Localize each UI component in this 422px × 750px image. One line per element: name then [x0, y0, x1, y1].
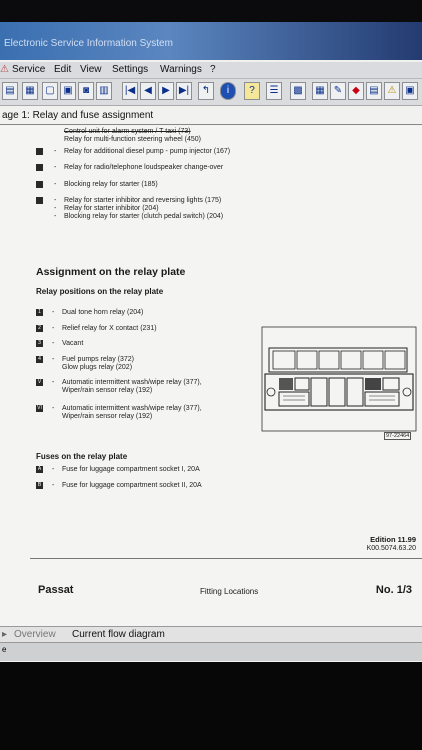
list-item: Relay for multi-function steering wheel (450) [64, 136, 201, 143]
adobe-icon[interactable]: ◆ [348, 82, 364, 100]
list-item: Relay for additional diesel pump - pump injector (167) [64, 148, 231, 155]
list-item: Wiper/rain sensor relay (192) [62, 387, 153, 394]
edition-label: Edition 11.99 [370, 535, 416, 544]
info-button[interactable] [220, 82, 236, 100]
first-page-button[interactable] [122, 82, 138, 100]
footer-section: Fitting Locations [200, 587, 259, 596]
page-title: age 1: Relay and fuse assignment [2, 110, 154, 121]
document-icon[interactable]: ▣ [60, 82, 76, 100]
list-item: Fuse for luggage compartment socket II, 20A [62, 482, 202, 489]
document-view[interactable]: Control unit for alarm system / T taxi (73) Relay for multi-function steering wheel (450) - Relay for additional diesel pump - pump injector (167) - Relay for radio/telephone loudspeaker change-over - Blocking relay for starter (185) - Relay for starter inhibitor and reversing lights (175) - Relay for starter inhibitor (204) - Blocking relay for starter (clutch pedal switch) (204) Assignment on the relay plate Relay positions on the relay plate 1 - Dual tone horn relay (204) 2 - Relief relay for X contact (231) 3 - Vacant 4 - Fuel pumps relay (372) Glow plugs relay (202) V - Automatic intermittent wash/wipe relay (377), Wiper/rain sensor relay (192) VI - Automatic intermittent wash/wipe relay (377), Wiper/rain sensor relay (192) 97-22464 Fuses on the relay plate A - Fuse for luggage compartment socket I, 20A B - Fuse for luggage compartment socket II, 20A Edition 11.99 K00.5074.63.20 Passat Fitting Locations No. 1/3 [0, 126, 422, 628]
tab-current-flow-diagram[interactable]: Current flow diagram [72, 629, 165, 640]
vehicle-icon[interactable]: ◙ [78, 82, 94, 100]
last-icon: ▶| [178, 85, 190, 96]
list-item: Dual tone horn relay (204) [62, 309, 144, 316]
back-button[interactable] [198, 82, 214, 100]
position-badge: 1 [36, 309, 43, 316]
print-icon[interactable]: ▤ [2, 82, 18, 100]
title-bar [0, 22, 422, 60]
settings-icon[interactable]: ▦ [312, 82, 328, 100]
list-item: Control unit for alarm system / T taxi (73) [64, 128, 191, 135]
info-icon: i [226, 85, 230, 96]
position-badge [36, 197, 43, 204]
next-icon: ▶ [162, 85, 170, 96]
book-icon[interactable]: ▥ [96, 82, 112, 100]
fuse-badge: B [37, 482, 42, 488]
subsection-heading: Relay positions on the relay plate [36, 287, 164, 296]
list-item: Automatic intermittent wash/wipe relay (377), [62, 405, 202, 412]
figure-number: 97-22464 [386, 433, 410, 439]
status-bar [0, 642, 422, 661]
status-text: e [2, 645, 7, 654]
page-icon[interactable]: ▢ [42, 82, 58, 100]
previous-page-button[interactable] [140, 82, 156, 100]
monitor-bezel [0, 662, 422, 750]
section-heading: Assignment on the relay plate [36, 266, 186, 278]
list-item: Blocking relay for starter (clutch pedal switch) (204) [64, 213, 224, 220]
list-item: Relay for starter inhibitor and reversing lights (175) [64, 197, 222, 204]
list-icon[interactable]: ☰ [266, 82, 282, 100]
relay-plate-diagram [259, 322, 419, 432]
back-icon: ↰ [201, 85, 211, 96]
warning-button[interactable] [384, 82, 400, 100]
bookmark-icon[interactable]: ▣ [402, 82, 418, 100]
list-item: Vacant [62, 340, 84, 347]
list-item: Fuse for luggage compartment socket I, 20A [62, 466, 200, 473]
menu-service[interactable]: Service [12, 64, 46, 75]
position-badge [36, 181, 43, 188]
position-badge [36, 148, 43, 155]
tab-overview[interactable]: Overview [14, 629, 56, 640]
app-icon[interactable]: ⚠ [0, 64, 9, 75]
menu-warnings[interactable]: Warnings [160, 64, 202, 75]
position-badge [36, 164, 43, 171]
menu-help[interactable]: ? [210, 64, 216, 75]
menu-edit[interactable]: Edit [54, 64, 72, 75]
data-icon[interactable]: ▤ [366, 82, 382, 100]
menu-bar [0, 62, 422, 79]
menu-view[interactable]: View [80, 64, 102, 75]
next-page-button[interactable] [158, 82, 174, 100]
warning-icon: ⚠ [387, 85, 397, 96]
position-badge: V [37, 379, 42, 385]
toolbar [0, 79, 422, 106]
list-item: Glow plugs relay (202) [62, 364, 133, 371]
position-badge: 4 [36, 356, 43, 363]
first-icon: |◀ [124, 85, 136, 96]
prev-icon: ◀ [144, 85, 152, 96]
tools-icon[interactable]: ▩ [290, 82, 306, 100]
divider [30, 558, 422, 559]
list-item: Relief relay for X contact (231) [62, 325, 157, 332]
part-number: K00.5074.63.20 [366, 545, 416, 552]
position-badge: 3 [36, 340, 43, 347]
tab-nav-icon[interactable]: ▸ [2, 629, 8, 640]
copy-icon[interactable]: ▦ [22, 82, 38, 100]
last-page-button[interactable] [176, 82, 192, 100]
position-badge: VI [37, 405, 42, 411]
list-item: Relay for starter inhibitor (204) [64, 205, 159, 212]
page-label-bar [0, 108, 422, 124]
list-item: Blocking relay for starter (185) [64, 181, 158, 188]
divider [0, 124, 422, 125]
list-item: Fuel pumps relay (372) [62, 356, 134, 363]
list-item: Wiper/rain sensor relay (192) [62, 413, 153, 420]
window-title: Electronic Service Information System [4, 38, 173, 49]
edit-icon[interactable]: ✎ [330, 82, 346, 100]
footer-brand: Passat [38, 584, 74, 596]
footer-page-number: No. 1/3 [375, 584, 412, 596]
menu-settings[interactable]: Settings [112, 64, 149, 75]
fuse-badge: A [37, 466, 42, 472]
tab-bar [0, 626, 422, 643]
help-icon: ? [249, 85, 255, 96]
fuse-heading: Fuses on the relay plate [36, 452, 128, 461]
help-button[interactable] [244, 82, 260, 100]
list-item: Automatic intermittent wash/wipe relay (377), [62, 379, 202, 386]
position-badge: 2 [36, 325, 43, 332]
list-item: Relay for radio/telephone loudspeaker change-over [64, 164, 224, 171]
